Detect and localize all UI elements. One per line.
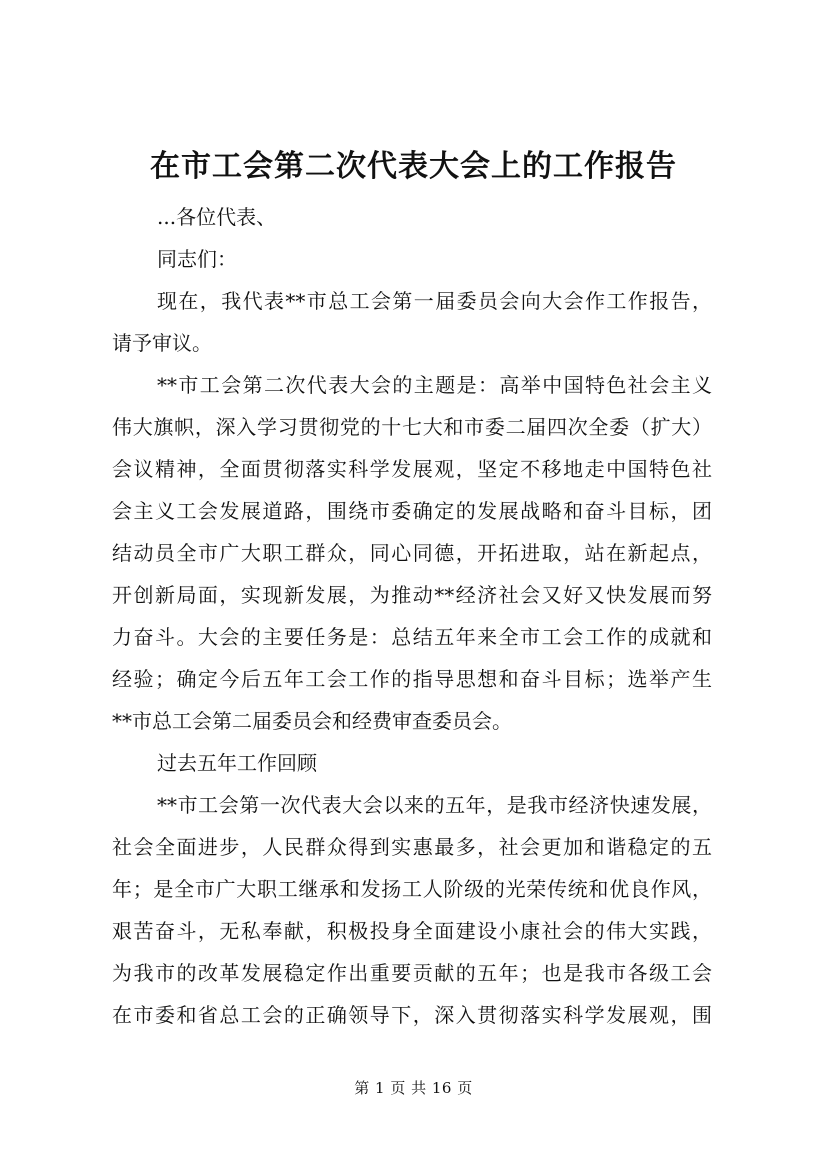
paragraph-line: **市总工会第二届委员会和经费审查委员会。 [112, 709, 512, 733]
document-title: 在市工会第二次代表大会上的工作报告 [150, 149, 677, 184]
page-number-footer: 第 1 页 共 16 页 [354, 1079, 473, 1097]
paragraph-line: 为我市的改革发展稳定作出重要贡献的五年；也是我市各级工会 [112, 961, 712, 985]
paragraph-line: 艰苦奋斗，无私奉献，积极投身全面建设小康社会的伟大实践， [112, 919, 712, 943]
paragraph-line: **市工会第二次代表大会的主题是：高举中国特色社会主义 [157, 373, 712, 397]
paragraph-line: ...各位代表、 [157, 205, 277, 229]
paragraph-line: 结动员全市广大职工群众，同心同德，开拓进取，站在新起点， [112, 541, 712, 565]
paragraph-line: 同志们： [157, 247, 237, 271]
paragraph-line: 经验；确定今后五年工会工作的指导思想和奋斗目标；选举产生 [112, 667, 712, 691]
section-heading: 过去五年工作回顾 [157, 751, 317, 775]
paragraph-line: 社会全面进步，人民群众得到实惠最多，社会更加和谐稳定的五 [112, 835, 712, 859]
paragraph-line: 开创新局面，实现新发展，为推动**经济社会又好又快发展而努 [112, 583, 712, 607]
paragraph-line: 会议精神，全面贯彻落实科学发展观，坚定不移地走中国特色社 [112, 457, 712, 481]
paragraph-line: 伟大旗帜，深入学习贯彻党的十七大和市委二届四次全委（扩大） [112, 415, 712, 439]
paragraph-line: 请予审议。 [112, 331, 212, 355]
paragraph-line: 会主义工会发展道路，围绕市委确定的发展战略和奋斗目标，团 [112, 499, 712, 523]
paragraph-line: 现在，我代表**市总工会第一届委员会向大会作工作报告， [157, 289, 712, 313]
paragraph-line: 在市委和省总工会的正确领导下，深入贯彻落实科学发展观，围 [112, 1003, 712, 1027]
paragraph-line: **市工会第一次代表大会以来的五年，是我市经济快速发展， [157, 793, 712, 817]
document-body [112, 196, 712, 1036]
paragraph-line: 力奋斗。大会的主要任务是：总结五年来全市工会工作的成就和 [112, 625, 712, 649]
paragraph-line: 年；是全市广大职工继承和发扬工人阶级的光荣传统和优良作风， [112, 877, 712, 901]
